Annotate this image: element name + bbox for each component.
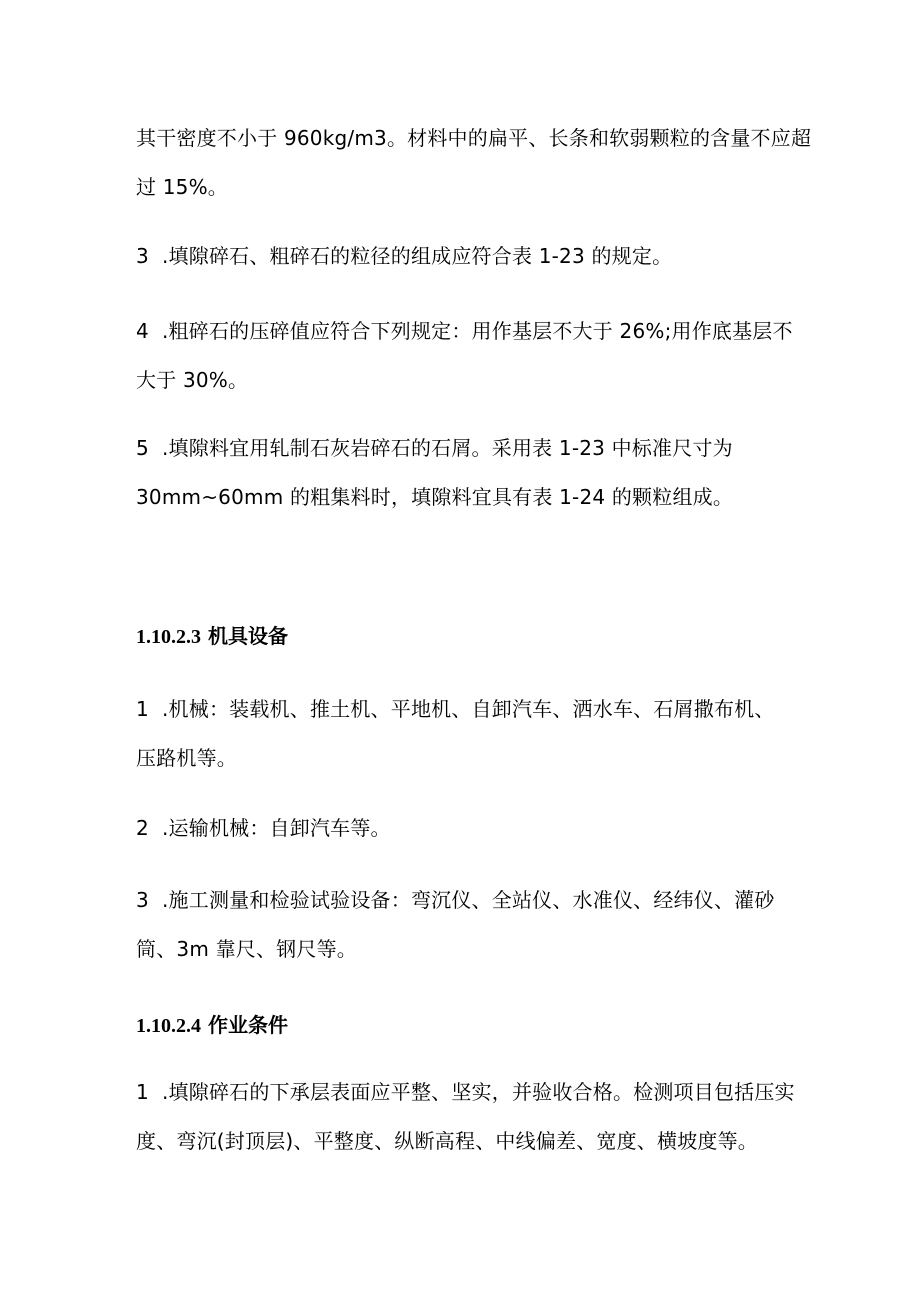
- list-item-2: [136, 815, 391, 841]
- paragraph-line: 压路机等。: [136, 746, 237, 770]
- section-title: 作业条件: [207, 1013, 288, 1037]
- list-item-text: .填隙碎石、粗碎石的粒径的组成应符合表 1-23 的规定。: [162, 244, 673, 268]
- list-item-text: .填隙碎石的下承层表面应平整、坚实，并验收合格。检测项目包括压实: [162, 1080, 795, 1104]
- list-item-text: .运输机械：自卸汽车等。: [162, 816, 391, 840]
- paragraph-line: 度、弯沉(封顶层)、平整度、纵断高程、中线偏差、宽度、横坡度等。: [136, 1129, 759, 1153]
- paragraph-line: 30mm~60mm 的粗集料时，填隙料宜具有表 1-24 的颗粒组成。: [136, 485, 734, 509]
- section-number: 1.10.2.4: [136, 1015, 201, 1037]
- list-item-text: .机械：装载机、推土机、平地机、自卸汽车、洒水车、石屑撒布机、: [162, 697, 775, 721]
- list-item-number: 1: [136, 697, 149, 721]
- section-heading-conditions: [136, 1012, 288, 1039]
- paragraph-line: 其干密度不小于 960kg/m3。材料中的扁平、长条和软弱颗粒的含量不应超: [136, 126, 812, 150]
- paragraph-line: 过 15%。: [136, 175, 229, 199]
- section-title: 机具设备: [207, 624, 288, 648]
- list-item-number: 1: [136, 1080, 149, 1104]
- list-item-text: .填隙料宜用轧制石灰岩碎石的石屑。采用表 1-23 中标准尺寸为: [162, 436, 733, 460]
- list-item-3: [136, 887, 775, 913]
- section-number: 1.10.2.3: [136, 626, 201, 648]
- list-item-number: 3: [136, 888, 149, 912]
- list-item-number: 3: [136, 244, 149, 268]
- list-item-5: [136, 435, 733, 461]
- paragraph-line: 大于 30%。: [136, 368, 249, 392]
- list-item-text: .施工测量和检验试验设备：弯沉仪、全站仪、水准仪、经纬仪、灌砂: [162, 888, 775, 912]
- list-item-1: [136, 696, 775, 722]
- list-item-number: 4: [136, 319, 149, 343]
- section-heading-equipment: [136, 623, 288, 650]
- list-item-number: 2: [136, 816, 149, 840]
- list-item-number: 5: [136, 436, 149, 460]
- list-item-text: .粗碎石的压碎值应符合下列规定：用作基层不大于 26%;用作底基层不: [162, 319, 793, 343]
- paragraph-line: 筒、3m 靠尺、钢尺等。: [136, 937, 357, 961]
- list-item-1: [136, 1079, 795, 1105]
- list-item-4: [136, 318, 793, 344]
- list-item-3: [136, 243, 672, 269]
